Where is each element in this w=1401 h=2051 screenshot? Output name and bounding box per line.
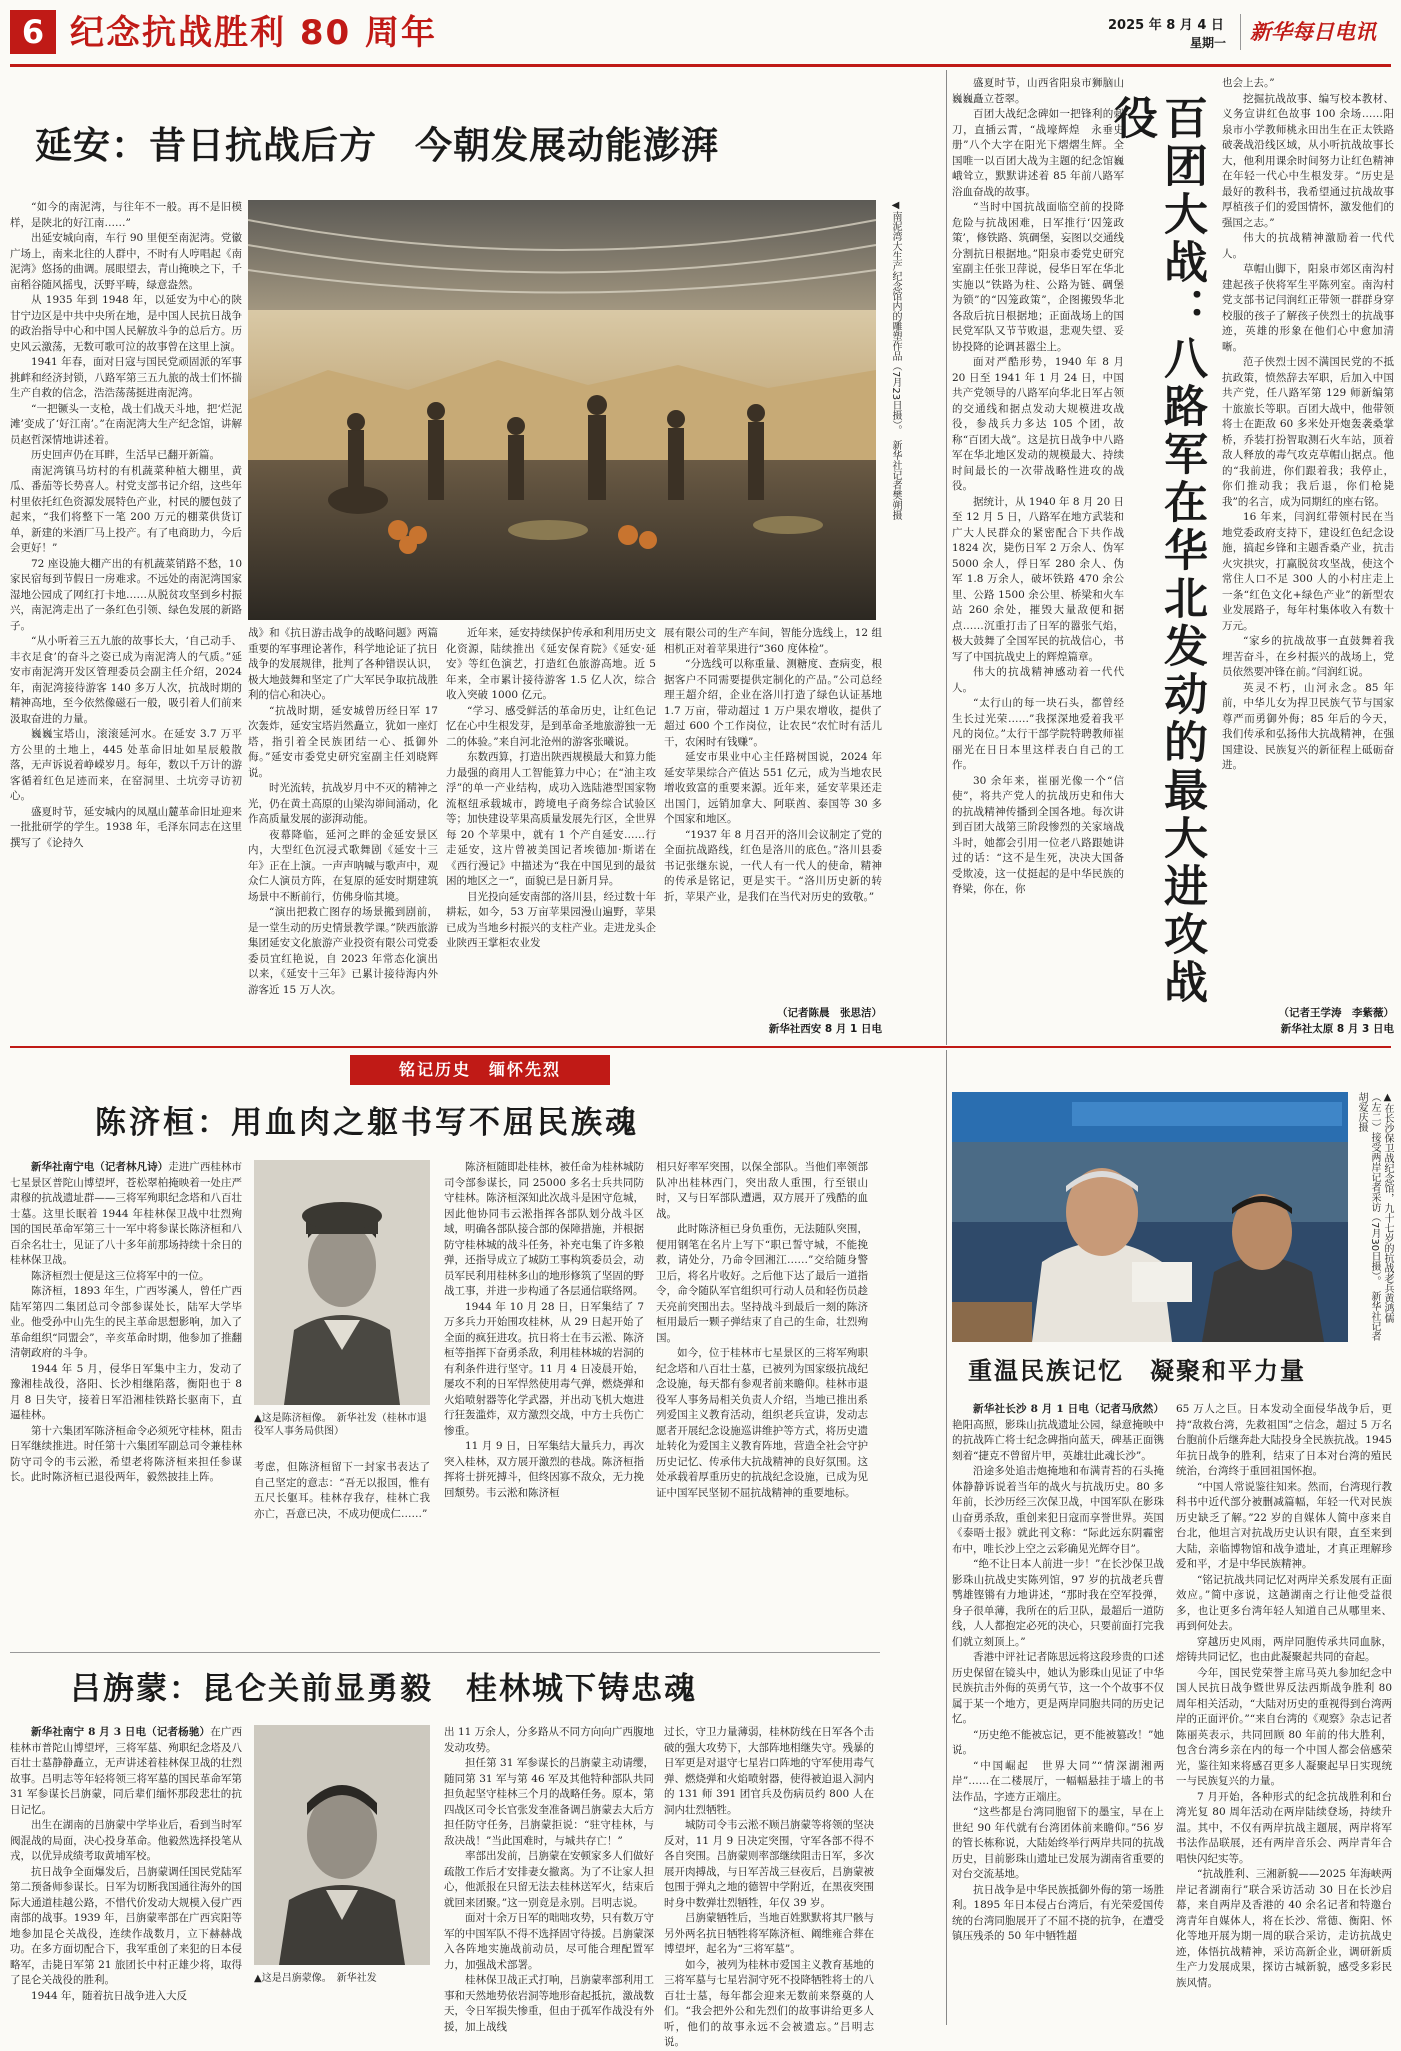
paragraph: 担任第 31 军参谋长的吕旃蒙主动请缨，随同第 31 军与第 46 军及其他特种部队共同担负起坚守桂林三个月的战略任务。原本，第四战区司令长官张发奎准备调吕旃蒙去大后方担任防守任务，吕旃蒙拒说：“驻守桂林，与敌决战！”当此国难时，与城共存亡！” bbox=[444, 1757, 654, 1847]
paragraph: 走进广西桂林市七星景区普陀山博望坪，苍松翠柏掩映着一处庄严肃穆的抗战遗址群——三将军殉职纪念塔和八百壮士墓。这里长眠着 1944 年桂林保卫战中壮烈殉国的国民革命军第三十一军中将参谋长陈济桓和八百余名壮士，见证了八十多年前那场持续十余日的桂林保卫战。 bbox=[10, 1161, 243, 1266]
paragraph: “这些都是台湾同胞留下的墨宝，早在上世纪 90 年代就有台湾团体前来瞻仰。”56 岁的管长栋称说，大陆始终举行两岸共同的抗战历史，目前影珠山遗址已发展为湖南省重要的对台交流基地。 bbox=[952, 1806, 1164, 1880]
paragraph: “太行山的每一块石头，都曾经生长过光荣……”我探深地爱着我平凡的岗位。”太行干部学院特聘教师崔丽光在日日本里这样表白自己的工作。 bbox=[952, 697, 1124, 771]
paragraph: 1941 年春，面对日寇与国民党顽固派的军事挑衅和经济封锁，八路军第三五九旅的战士们怀揣生产自救的信念，浩浩荡荡挺进南泥湾。 bbox=[10, 356, 242, 399]
paragraph: 1944 年，随着抗日战争进入大反 bbox=[31, 1989, 188, 2002]
paragraph: 延安市果业中心主任路树国说，2024 年延安苹果综合产值达 551 亿元，成为当地农民增收致富的重要来源。近年来，延安苹果还走出国门，远销加拿大、阿联酋、泰国等 30 多个国家和地区。 bbox=[664, 751, 882, 825]
article-yanan-col2 bbox=[248, 626, 438, 1041]
article-chen-lead: 新华社南宁电（记者林凡诗） bbox=[31, 1161, 169, 1173]
article-lv-col2 bbox=[444, 1725, 654, 2033]
veteran-photo-caption: ▲在长沙保卫战纪念馆，九十七岁的抗战老兵黄鸿儒（左二）接受两岸记者采访（7月30日摄）。 新华社记者胡爱庆摄 bbox=[1356, 1092, 1393, 1342]
paragraph: “历史绝不能被忘记，更不能被篡改！”她说。 bbox=[952, 1728, 1164, 1756]
section-banner: 铭记历史 缅怀先烈 bbox=[350, 1055, 610, 1085]
article-memory-title: 重温民族记忆 凝聚和平力量 bbox=[968, 1357, 1306, 1385]
paragraph: 从 1935 年到 1948 年，以延安为中心的陕甘宁边区是中共中央所在地，是中国人民抗日战争的政治指导中心和中国人民解放斗争的总后方。历史风云激荡，无数可歌可泣的故事曾在这里上演。 bbox=[10, 294, 242, 353]
paragraph: 如今，被列为桂林市爱国主义教育基地的三将军墓与七星岩洞守死不投降牺牲将士的八百壮士墓，每年都会迎来无数前来祭奠的人们。“我会把外公和先烈们的故事讲给更多人听，他们的故事永远不会被遗忘。”吕明志说。 bbox=[664, 1958, 874, 2048]
paragraph: “绝不让日本人前进一步！”在长沙保卫战影珠山抗战史实陈列馆，97 岁的抗战老兵曹鹗雄铿锵有力地讲述，“那时我在空军投弹，身子很单薄，我所在的后卫队，最超后一道防线，人人都抱定必死的决心，只要前面打完我们就立刻顶上。” bbox=[952, 1558, 1164, 1648]
article-yanan-col1 bbox=[10, 200, 242, 1040]
paragraph: 盛夏时节，山西省阳泉市狮脑山巍巍矗立苍翠。 bbox=[952, 77, 1124, 105]
article-memory-lead: 新华社长沙 8 月 1 日电（记者马欣然） bbox=[973, 1403, 1164, 1415]
paragraph: 30 余年来，崔丽光像一个“信使”，将共产党人的抗战历史和伟大的抗战精神传播到全国各地。每次讲到百团大战第三阶段惨烈的关家垴战斗时，她都会引用一位老八路跟她讲过的话：“这不是生死，决决大国备受欺凌，这一仗挺起的是中华民族的脊梁，你在，你 bbox=[952, 774, 1124, 895]
article-yanan-col3 bbox=[446, 626, 656, 1041]
paragraph: 率部出发前，吕旃蒙在安顿家多人们做好疏散工作后才安排妻女撤离。为了不让家人担心，他派报在只留无法去桂林送军火，结束后就回来团聚。”这一别竟是永别。吕明志说。 bbox=[444, 1850, 654, 1909]
chen-portrait-caption: ▲这是陈济桓像。 新华社发（桂林市退役军人事务局供图） bbox=[254, 1413, 427, 1437]
article-yanan-col4 bbox=[664, 626, 882, 986]
article-yanan-reporters: （记者陈晨 张思洁） bbox=[777, 1007, 882, 1019]
issue-weekday: 星期一 bbox=[1190, 36, 1227, 50]
paragraph: “抗战时期，延安城曾历经日军 17 次轰炸，延安宝塔岿然矗立，犹如一座灯塔，指引着全民族团结一心、抵御外侮。”延安市委党史研究室副主任刘晓辉说。 bbox=[248, 704, 438, 779]
lead bbox=[10, 1160, 242, 1269]
paragraph: 出 11 万余人，分多路从不同方向向广西腹地发动攻势。 bbox=[444, 1726, 654, 1754]
paragraph: 也会上去。” bbox=[1222, 77, 1275, 89]
article-hundred-reporters: （记者王学涛 李紫薇） bbox=[1278, 1007, 1394, 1019]
paragraph: 出延安城向南，车行 90 里便至南泥湾。党徽广场上，南来北往的人群中，不时有人哼唱起《南泥湾》悠扬的曲调。展眼望去，青山掩映之下，千亩稻谷随风摇曳，沃野平畴，绿意盎然。 bbox=[10, 232, 242, 291]
header-rule bbox=[10, 64, 1391, 67]
paragraph: 陈济桓随即赴桂林，被任命为桂林城防司令部参谋长，同 25000 多名士兵共同防守桂林。陈济桓深知此次战斗是困守危城，因此他协同韦云淞指挥各部队划分战斗区域，明确各部队接合部的保障措施，并根据防守桂林城的战斗任务，补充屯集了许多粮弹，还指导成立了城防工事构筑委员会，动员军民利用桂林多山的地形修筑了坚固的野战工事，并进一步构通了各层通信联络网。 bbox=[444, 1161, 644, 1297]
paragraph: 百团大战纪念碑如一把锋利的刺刀，直插云霄，“战壕辉煌 永垂史册”八个大字在阳光下熠熠生辉。全国唯一以百团大战为主题的纪念馆巍峨耸立，默默讲述着 85 年前八路军浴血奋战的故事。 bbox=[952, 108, 1124, 198]
paragraph: 沿途多处追击炮掩地和布满青苔的石头掩体静静诉说着当年的战火与抗战历史。80 多年前，长沙历经三次保卫战，中国军队在影珠山奋勇杀敌，重创来犯日寇而享誉世界。英国《泰晤士报》就此刊文称：“际此远东阴霾密布中，唯长沙上空之云彩确见光辉夺目”。 bbox=[952, 1465, 1164, 1555]
article-hundred-col2 bbox=[1222, 76, 1394, 996]
paragraph: 英灵不朽，山河永念。85 年前，中华儿女为捍卫民族气节与国家尊严而勇御外侮；85 年后的今天，我们传承和弘扬伟大抗战精神，在强国建设、民族复兴的新征程上砥砺奋进。 bbox=[1222, 681, 1394, 771]
paragraph: 南泥湾镇马坊村的有机蔬菜种植大棚里，黄瓜、番茄等长势喜人。村党支部书记介绍，这些年村里依托红色资源发展特色产业，村民的腰包鼓了起来，“我们将整下一笔 200 万元的棚菜供货订单，新建的米酒厂马上投产。有了电商助力，今后会更好！” bbox=[10, 464, 242, 554]
paragraph: “如今的南泥湾，与往年不一般。再不是旧模样，是陕北的好江南……” bbox=[10, 201, 242, 229]
paragraph: 陈济桓，1893 年生，广西岑溪人，曾任广西陆军第四二集团总司令部参谋处长，陆军大学毕业。他受孙中山先生的民主革命思想影响，加入了革命组织“同盟会”，辛亥革命时期，他参加了推翻清朝政府的斗争。 bbox=[10, 1285, 242, 1359]
article-yanan-dateline: 新华社西安 8 月 1 日电 bbox=[768, 1023, 882, 1035]
article-lv-title: 吕旃蒙：昆仑关前显勇毅 桂林城下铸忠魂 bbox=[70, 1671, 697, 1707]
paragraph: 面对十余万日军的咄咄攻势，只有数万守军的中国军队不得不选择固守待援。吕旃蒙深入各阵地实施战前动员，尽可能合理配置军力，加强战术部署。 bbox=[444, 1912, 654, 1971]
paragraph: 战》和《抗日游击战争的战略问题》两篇重要的军事理论著作，科学地论证了抗日战争的发展规律，批判了各种错误认识，极大地鼓舞和坚定了广大军民争取抗战胜利的信心和决心。 bbox=[248, 627, 438, 701]
paragraph: 面对严酷形势，1940 年 8 月 20 日至 1941 年 1 月 24 日，中国共产党领导的八路军向华北日军占领的交通线和据点发动大规模进攻战役，参战兵力多达 105 个团，故称“百团大战”。这是抗日战争中八路军在华北地区发动的规模最大、持续时间最长的一次带战略性进攻的战役。 bbox=[952, 356, 1124, 492]
paragraph: 考虑，但陈济桓留下一封家书表达了自己坚定的意志：“吾无以报国，惟有五尺长躯耳。桂林存我存，桂林亡我亦亡，吾意已决，不成功便成仁……” bbox=[254, 1461, 430, 1520]
paragraph: “学习、感受鲜活的革命历史，让红色记忆在心中生根发芽，是到革命圣地旅游独一无二的体验。”来自河北沧州的游客张曦说。 bbox=[446, 704, 656, 748]
paragraph: 巍巍宝塔山，滚滚延河水。在延安 3.7 万平方公里的土地上，445 处革命旧址如星辰般散落，无声诉说着峥嵘岁月。每年，数以千万计的游客循着红色足迹而来，在窑洞里、土坑旁寻访初心。 bbox=[10, 728, 242, 802]
article-lv-col1 bbox=[10, 1725, 242, 2025]
article-chen-col1 bbox=[10, 1160, 242, 1645]
paragraph: 城防司令韦云淞不顾吕旃蒙等将领的坚决反对，11 月 9 日决定突围，守军各部不得不各自突围。吕旃蒙则率部继续阻击日军，多次展开肉搏战，与日军苦战三昼夜后，吕旃蒙被包围于弹丸之地的德智中学附近，在黑夜突围时身中数弹壮烈牺牲，年仅 39 岁。 bbox=[664, 1819, 874, 1909]
lv-portrait-caption: ▲这是吕旃蒙像。 新华社发 bbox=[254, 1973, 377, 1984]
page-number: 6 bbox=[10, 10, 56, 54]
paragraph: 抗日战争全面爆发后，吕旃蒙调任国民党陆军第二预备师参谋长。日军为切断我国通往海外的国际大通道桂越公路，不惜代价发动大规模入侵广西南部的战事。1939 年，吕旃蒙率部在广西宾阳等地参加昆仑关战役，连续作战数月，立下赫赫战功。在多方面切配合下，我军重创了来犯的日本侵略军，击毙日军第 21 旅团长中村正雄少将，取得了昆仑关战役的胜利。 bbox=[10, 1865, 242, 1986]
paragraph: “家乡的抗战故事一直鼓舞着我埋苦奋斗，在乡村振兴的战场上，党员依然要冲锋在前。”闫润红说。 bbox=[1222, 635, 1394, 678]
paragraph: 此时陈济桓已身负重伤，无法随队突围，便用钢笔在名片上写下“职已誓守城，不能挽救，请处分，乃命令回湘江……”交给随身警卫后，将名片收好。之后他下达了最后一道指令，命令随队军官组织可行动人员和轻伤员趁天亮前突围出去。坚持战斗到最后一刻的陈济桓用最后一颗子弹结束了自己的生命，壮烈殉国。 bbox=[656, 1223, 868, 1344]
paragraph: 夜幕降临，延河之畔的金延安景区内，大型红色沉浸式歌舞剧《延安十三年》正在上演。一声声呐喊与歌声中，观众仁人演员方阵，在复原的延安时期建筑场景中不断前行，仿佛身临其境。 bbox=[248, 828, 438, 903]
article-hundred-title: 百团大战：八路军在华北发动的最大进攻战役 bbox=[1106, 95, 1207, 1007]
article-hundred-dateline: 新华社太原 8 月 3 日电 bbox=[1280, 1023, 1394, 1035]
paragraph: 过长，守卫力量薄弱，桂林防线在日军各个击破的强大攻势下，大部阵地相继失守。残暴的日军更是对退守七星岩口阵地的守军使用毒气弹、燃烧弹和火焰喷射器，使得被迫退入洞内的 131 师 391 团官兵及伤病员约 800 人在洞内壮烈牺牲。 bbox=[664, 1726, 874, 1816]
paragraph: 据统计，从 1940 年 8 月 20 日至 12 月 5 日，八路军在地方武装和广大人民群众的紧密配合下共作战 1824 次，毙伤日军 2 万余人、伪军 5000 余人，俘日军 280 余人、伪军 1.8 万余人，破坏铁路 470 余公里、公路 1500 余公里、桥梁和火车站 260 余处，摧毁大量敌便和据点……沉重打击了日军的嚣张气焰，极大鼓舞了全国军民的抗战信心，书写了中国抗战史上的辉煌篇章。 bbox=[952, 495, 1124, 663]
lead bbox=[10, 1725, 242, 1818]
paragraph: 7 月开始，各种形式的纪念抗战胜利和台湾光复 80 周年活动在两岸陆续登场，持续升温。其中，不仅有两岸抗战主题展，两岸将军书法作品联展，还有两岸音乐会、两岸青年合唱快闪纪实等。 bbox=[1176, 1790, 1392, 1865]
paragraph: 相只好率军突围，以保全部队。当他们率领部队冲出桂林西门，突出敌人重围，行至银山时，又与日军部队遭遇，双方展开了残酷的血战。 bbox=[656, 1161, 868, 1220]
article-memory-col2 bbox=[1176, 1402, 1392, 2025]
paragraph: 陈济桓烈士便是这三位将军中的一位。 bbox=[31, 1269, 210, 1282]
paragraph: 今年，国民党荣誉主席马英九参加纪念中国人民抗日战争暨世界反法西斯战争胜利 80 周年相关活动，“大陆对历史的重视得到台湾两岸的正面评价。”“来自台湾的《观察》杂志记者陈丽英表示，共同回顾 80 年前的伟大胜利，包含台湾乡亲在内的每一个中国人都会倍感荣光，鉴往知来将感召更多人凝聚起早日实现统一与民族复兴的力量。 bbox=[1176, 1666, 1392, 1787]
chen-jihuan-portrait bbox=[254, 1160, 430, 1405]
paragraph: 近年来，延安持续保护传承和利用历史文化资源，陆续推出《延安保育院》《延安·延安》等红色演艺，打造红色旅游高地。近 5 年来，全市累计接待游客 1.5 亿人次，综合收入突破 1000 亿元。 bbox=[446, 627, 656, 701]
paragraph: “中国人常说鉴往知来。然而，台湾现行教科书中近代部分被删减篇幅，年轻一代对民族历史缺乏了解。”22 岁的自媒体人简中彦来自台北，他坦言对抗战历史认识有限，直至来到大陆，亲临博物馆和战争遗址，才真正理解珍爱和平，才是中华民族精神。 bbox=[1176, 1480, 1392, 1570]
paragraph: 草帽山脚下，阳泉市郊区南沟村建起孩子侠将军生平陈列室。南沟村党支部书记闫润红正带领一群群身穿校服的孩子了解孩子侠烈士的抗战事迹，英雄的形象在他们心中愈加清晰。 bbox=[1222, 263, 1394, 353]
paragraph: 吕旃蒙牺牲后，当地百姓默默将其尸骸与另外两名抗日牺牲将军陈济桓、阚维雍合葬在博望坪，起名为“三将军墓”。 bbox=[664, 1912, 874, 1955]
paragraph: 1944 年 5 月，侵华日军集中主力，发动了豫湘桂战役，洛阳、长沙相继陷落，衡阳也于 8 月 8 日失守，接着日军沿湘桂铁路长驱南下，直逼桂林。 bbox=[10, 1362, 242, 1421]
paragraph: 穿越历史风雨，两岸同胞传承共同血脉，熔铸共同记忆，也由此凝聚起共同的奋起。 bbox=[1176, 1635, 1392, 1663]
paragraph: 16 年来，闫润红带领村民在当地党委政府支持下，建设红色纪念设施，搞起乡锋和主题香桑产业，抗击火灾拱灾，打赢脱贫攻坚战，使这个常住人口不足 300 人的小村庄走上一条“红色文化+绿色产业”的新型农业发展路子，每年村集体收入有数十万元。 bbox=[1222, 511, 1394, 632]
paragraph: “分选线可以称重量、测糖度、查病变，根据客户不同需要提供定制化的产品。”公司总经理王超介绍，企业在洛川打造了绿色认证基地 1.7 万亩，带动超过 1 万户果农增收，提供了超过 600 个工作岗位，让农民“农忙时有活儿干，农闲时有钱赚”。 bbox=[664, 658, 882, 748]
paragraph: 65 万人之巨。日本发动全面侵华战争后，更持“敌救台湾，先救祖国”之信念，超过 5 万名台胞前仆后继奔赴大陆投身全民族抗战。1945 年抗日战争的胜利，结束了日本对台湾的殖民统治，台湾终于重回祖国怀抱。 bbox=[1176, 1403, 1392, 1477]
article-chen-col1b bbox=[254, 1460, 430, 1645]
paragraph: 挖掘抗战故事、编写校本教材、义务宣讲红色故事 100 余场……阳泉市小学教师桃永田出生在正太铁路破袭战沿线区域，从小听抗战故事长大，他利用课余时间努力让红色精神在年轻一代心中生根发芽。“历史是最好的教科书，我希望通过抗战故事厚植孩子们的爱国情怀，激发他们的强国之志。” bbox=[1222, 92, 1394, 229]
section-title: 纪念抗战胜利 80 周年 bbox=[70, 13, 437, 53]
museum-sculpture-photo bbox=[248, 200, 876, 620]
paragraph: 72 座设施大棚产出的有机蔬菜销路不愁，10 家民宿每到节假日一房难求。不远处的南泥湾国家湿地公园成了网红打卡地……从脱贫攻坚到乡村振兴，南泥湾走出了一条红色引领、绿色发展的新路子。 bbox=[10, 557, 242, 632]
paragraph: 如今，位于桂林市七星景区的三将军殉职纪念塔和八百壮士墓，已被列为国家级抗战纪念设施，每天都有参观者前来瞻仰。桂林市退役军人事务局相关负责人介绍，当地已推出系列爱国主义教育活动，组织老兵宣讲，发动志愿者开展纪念设施巡讲维护等方式，将历史遗址转化为爱国主义教育阵地，营造全社会守护历史记忆、传承伟大抗战精神的良好氛围。这处承载着厚重历史的抗战纪念设施，已成为见证中国军民坚韧不屈抗战精神的重要地标。 bbox=[656, 1347, 868, 1499]
article-chen-col2 bbox=[444, 1160, 644, 1645]
column-divider bbox=[946, 70, 947, 1045]
paragraph: “1937 年 8 月召开的洛川会议制定了党的全面抗战路线，红色是洛川的底色。”洛川县委书记张继东说，一代人有一代人的使命，精神的传承是铭记，更是实干。“洛川历史新的转折，苹果产业，是我们在当代对历史的致敬。” bbox=[664, 828, 882, 903]
paragraph: 目光投向延安南部的洛川县，经过数十年耕耘，如今，53 万亩苹果园漫山遍野，苹果已成为当地乡村振兴的支柱产业。走进龙头企业陕西王掌柜农业发 bbox=[446, 890, 656, 949]
paragraph: “中国崛起 世界大同”“情深湖湘两岸”……在二楼展厅，一幅幅悬挂于墙上的书法作品，字迹方正端庄。 bbox=[952, 1759, 1164, 1803]
paragraph: 伟大的抗战精神激励着一代代人。 bbox=[1222, 232, 1394, 260]
article-lv-lead: 新华社南宁 8 月 3 日电（记者杨驰） bbox=[31, 1726, 211, 1738]
lv-zhanmeng-portrait bbox=[254, 1725, 430, 1965]
paragraph: 1944 年 10 月 28 日，日军集结了 7 万多兵力开始围攻桂林，从 29 日起开始了全面的疯狂进攻。抗日将士在韦云淞、陈济桓等指挥下奋勇杀敌，利用桂林城的岩洞的有利条件进行坚守。11 月 4 日凌晨开始，屡攻不利的日军悍然使用毒气弹，燃烧弹和火焰喷射器等化学武器，并出动飞机大炮进行狂轰滥炸，双方激烈交战，中方士兵伤亡惨重。 bbox=[444, 1300, 644, 1437]
paragraph: 出生在湖南的吕旃蒙中学毕业后，看到当时军阀混战的局面，决心投身革命。他毅然选择投笔从戎，以优异成绩考取黄埔军校。 bbox=[10, 1819, 242, 1862]
issue-date: 2025 年 8 月 4 日 bbox=[1108, 18, 1224, 33]
paragraph: 时光流转，抗战岁月中不灭的精神之光，仍在黄土高原的山梁沟峁间涌动，化作高质量发展的澎湃动能。 bbox=[248, 782, 438, 825]
article-chen-col3 bbox=[656, 1160, 868, 1645]
veteran-interview-photo bbox=[952, 1092, 1348, 1342]
article-lv-col3 bbox=[664, 1725, 874, 2048]
paragraph: “一把镢头一支枪，战士们战天斗地，把‘烂泥滩’变成了‘好江南’。”在南泥湾大生产纪念馆，讲解员赵哲深情地讲述着。 bbox=[10, 402, 242, 446]
paragraph: 展有限公司的生产车间，智能分选线上，12 组相机正对着苹果进行“360 度体检”。 bbox=[664, 627, 882, 655]
paragraph: “当时中国抗战面临空前的投降危险与抗战困难，日军推行‘囚笼政策’，修铁路、筑碉堡，妄图以交通线分割抗日根据地。”阳泉市委党史研究室副主任张卫萍说，侵华日军在华北实施以“铁路为柱、公路为链、碉堡为锁”的“囚笼政策”，企图搬毁华北各敌后抗日根据地；正面战场上的国民党军队又节节败退，悲观失望、妥协投降的论调甚嚣尘上。 bbox=[952, 201, 1124, 353]
paragraph: “从小听着三五九旅的故事长大，‘自己动手、丰衣足食’的奋斗之姿已成为南泥湾人的气质。”延安市南泥湾开发区管理委员会副主任介绍，2024 年，南泥湾接待游客 140 多万人次，抗战时期的精神高地，至今依然像磁石一般，吸引着人们前来汲取奋进的力量。 bbox=[10, 635, 242, 725]
column-divider bbox=[946, 1050, 947, 2025]
header-divider bbox=[1240, 14, 1241, 50]
paragraph: 伟大的抗战精神感动着一代代人。 bbox=[952, 666, 1124, 694]
paragraph: “演出把救亡图存的场景搬到剧前，是一堂生动的历史情景教学课。”陕西旅游集团延安文化旅游产业投资有限公司党委委员宜红艳说，自 2023 年常态化演出以来，《延安十三年》已累计接待海内外游客近 15 万人次。 bbox=[248, 906, 438, 996]
paragraph: 11 月 9 日，日军集结大量兵力，再次突入桂林，双方展开激烈的巷战。陈济桓指挥将士拼死搏斗，但终因寡不敌众，无力挽回颓势。韦云淞和陈济桓 bbox=[444, 1440, 644, 1499]
paragraph: 范子侠烈士因不满国民党的不抵抗政策，愤然辞去军职，后加入中国共产党，任八路军第 129 师新编第十旅旅长等职。百团大战中，他带领将士在距敌 60 多米处开炮轰袭桑掌桥，乔装打扮智取测石火车站，顶着敌人释放的毒气攻克草帽山据点。他的“我前进，你们跟着我；我停止，你们推动我；我后退，你们枪毙我”的名言，成为同期红的座右铭。 bbox=[1222, 356, 1394, 508]
paragraph: 历史回声仍在耳畔，生活早已翻开新篇。 bbox=[31, 449, 220, 461]
article-hundred-col1 bbox=[952, 76, 1124, 1041]
paragraph: “抗战胜利、三湘新貌——2025 年海峡两岸记者湖南行”联合采访活动 30 日在长沙启幕，来自两岸及香港的 40 余名记者和特邀台湾青年自媒体人，将在长沙、常德、衡阳、怀化等地开展为期一周的联合采访，走访抗战史迹，体悟抗战精神，采访高新企业，调研新质生产力发展成果，探访古城新貌，感受多彩民族风情。 bbox=[1176, 1868, 1392, 1989]
paragraph: 桂林保卫战正式打响，吕旃蒙率部利用工事和天然地势依岩洞等地形奋起抵抗，激战数天，令日军损失惨重，但由于孤军作战没有外援，加上战线 bbox=[444, 1974, 654, 2033]
section-rule bbox=[10, 1046, 1391, 1048]
paragraph: 在广西桂林市普陀山博望坪，三将军墓、殉职纪念塔及八百壮士墓静静矗立，无声讲述着桂林保卫战的壮烈故事。吕明志等年轻将领三将军墓的国民革命军第 31 军参谋长吕旃蒙，同后辈们缅怀那段悲壮的抗日记忆。 bbox=[10, 1726, 243, 1816]
paragraph: 盛夏时节，延安城内的凤凰山麓革命旧址迎来一批批研学的学生。1938 年，毛泽东同志在这里撰写了《论持久 bbox=[10, 805, 242, 849]
paragraph: 抗日战争是中华民族抵御外侮的第一场胜利。1895 年日本侵占台湾后，有光荣爱国传统的台湾同胞展开了不屈不挠的抗争，在遭受镇压残杀的 50 年中牺牲超 bbox=[952, 1883, 1164, 1942]
paragraph: 东数西算，打造出陕西规模最大和算力能力最强的商用人工智能算力中心；在“油主攻浮”的单一产业结构，成功入选陆港型国家物流枢纽承载城市，跨境电子商务综合试验区等；加快建设苹果高质量发展先行区，全世界每 20 个苹果中，就有 1 个产自延安……行走延安，这片曾被美国记者埃德加·斯诺在《西行漫记》中描述为“我在中国见到的最贫困的地区之一”，面貌已是日新月异。 bbox=[446, 751, 656, 887]
masthead-logo: 新华每日电讯 bbox=[1250, 20, 1376, 44]
article-separator bbox=[10, 1652, 880, 1653]
paragraph: 艳阳高照，影珠山抗战遗址公园，绿意掩映中的抗战阵亡将士纪念碑指向蓝天，碑基正面镌刻着“捷克不曾留片甲，英雄壮此魂长沙”。 bbox=[952, 1418, 1164, 1462]
page-header bbox=[0, 0, 1401, 62]
museum-photo-caption: ◀南泥湾大生产纪念馆内的雕塑作品（7月23日摄）。 新华社记者樊朔摄 bbox=[890, 200, 901, 521]
paragraph: 第十六集团军陈济桓命令必须死守桂林，阻击日军继续推进。时任第十六集团军副总司令兼桂林防守司令的韦云淞，希望老将陈济桓来担任参谋长。此时陈济桓已退役两年，毅然披挂上阵。 bbox=[10, 1424, 242, 1483]
lead bbox=[952, 1402, 1164, 1464]
article-chen-title: 陈济桓：用血肉之躯书写不屈民族魂 bbox=[95, 1105, 639, 1141]
paragraph: 香港中评社记者陈思远将这段珍贵的口述历史保留在镜头中，她认为影珠山见证了中华民族抗击外侮的英勇气节，这一个个故事不仅属于某一个地方，更是两岸同胞共同的历史记忆。 bbox=[952, 1651, 1164, 1725]
article-memory-col1 bbox=[952, 1402, 1164, 2025]
article-yanan-title: 延安：昔日抗战后方 今朝发展动能澎湃 bbox=[35, 124, 719, 167]
paragraph: “铭记抗战共同记忆对两岸关系发展有正面效应。”简中彦说，这趟湖南之行让他受益很多，也让更多台湾年轻人知道自己从哪里来、再到何处去。 bbox=[1176, 1573, 1392, 1632]
